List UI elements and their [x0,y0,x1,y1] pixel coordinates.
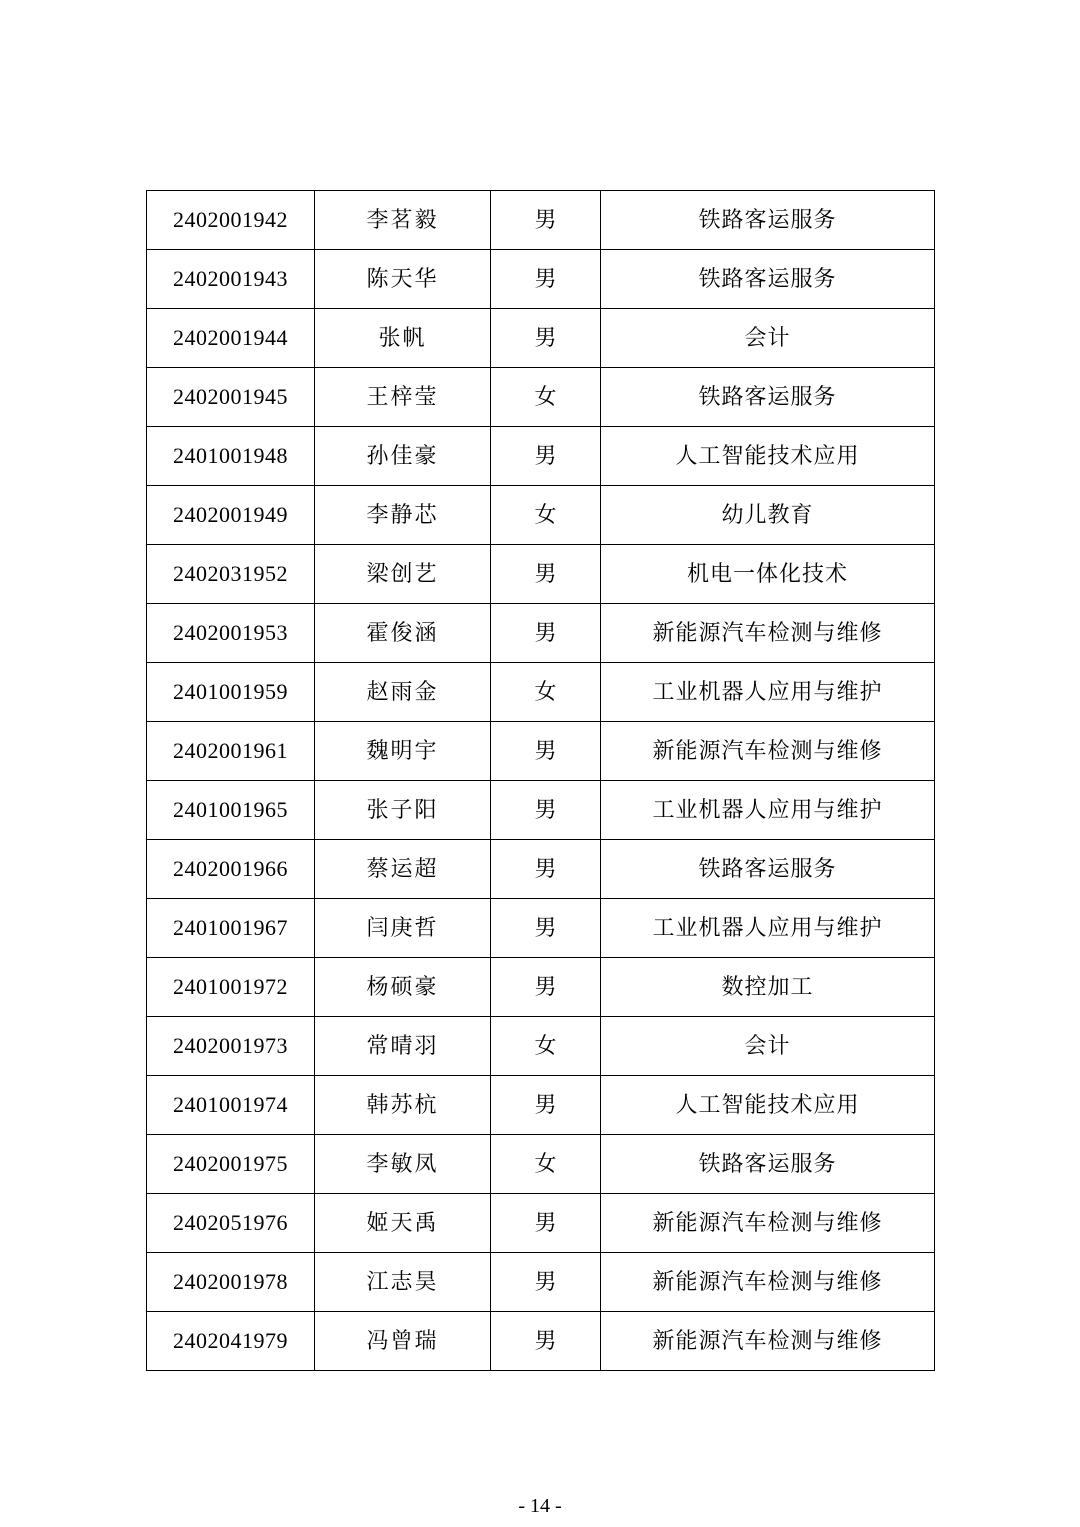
candidate-gender: 男 [491,899,601,958]
candidate-id: 2402001943 [147,250,315,309]
candidate-gender: 男 [491,427,601,486]
candidate-major: 铁路客运服务 [601,840,935,899]
candidate-id: 2402031952 [147,545,315,604]
candidate-name: 张帆 [315,309,491,368]
candidate-major: 新能源汽车检测与维修 [601,722,935,781]
candidate-gender: 男 [491,840,601,899]
candidate-name: 江志昊 [315,1253,491,1312]
candidate-gender: 女 [491,1017,601,1076]
candidate-gender: 男 [491,545,601,604]
candidate-major: 铁路客运服务 [601,368,935,427]
table-row [147,1312,935,1371]
candidate-name: 常晴羽 [315,1017,491,1076]
candidate-name: 蔡运超 [315,840,491,899]
candidate-name: 孙佳豪 [315,427,491,486]
table-row [147,1253,935,1312]
candidate-gender: 女 [491,663,601,722]
table-row [147,368,935,427]
roster-table-body [147,191,935,1371]
candidate-gender: 男 [491,604,601,663]
candidate-id: 2401001959 [147,663,315,722]
candidate-gender: 男 [491,1312,601,1371]
candidate-name: 冯曾瑞 [315,1312,491,1371]
candidate-id: 2402001961 [147,722,315,781]
table-row [147,1017,935,1076]
table-row [147,604,935,663]
table-row [147,722,935,781]
candidate-name: 姬天禹 [315,1194,491,1253]
candidate-major: 工业机器人应用与维护 [601,663,935,722]
candidate-major: 新能源汽车检测与维修 [601,1253,935,1312]
candidate-id: 2402001949 [147,486,315,545]
candidate-id: 2401001948 [147,427,315,486]
candidate-major: 铁路客运服务 [601,1135,935,1194]
candidate-major: 新能源汽车检测与维修 [601,1312,935,1371]
candidate-major: 铁路客运服务 [601,250,935,309]
table-row [147,899,935,958]
roster-table [146,190,935,1371]
candidate-major: 会计 [601,1017,935,1076]
candidate-major: 新能源汽车检测与维修 [601,604,935,663]
candidate-id: 2401001972 [147,958,315,1017]
candidate-major: 幼儿教育 [601,486,935,545]
candidate-name: 韩苏杭 [315,1076,491,1135]
candidate-major: 工业机器人应用与维护 [601,899,935,958]
candidate-major: 数控加工 [601,958,935,1017]
candidate-major: 机电一体化技术 [601,545,935,604]
candidate-id: 2402001966 [147,840,315,899]
candidate-major: 人工智能技术应用 [601,427,935,486]
candidate-name: 陈天华 [315,250,491,309]
candidate-gender: 男 [491,250,601,309]
table-row [147,486,935,545]
table-row [147,958,935,1017]
candidate-id: 2402001942 [147,191,315,250]
table-row [147,1076,935,1135]
table-row [147,781,935,840]
candidate-id: 2401001967 [147,899,315,958]
candidate-name: 张子阳 [315,781,491,840]
candidate-gender: 女 [491,1135,601,1194]
candidate-major: 人工智能技术应用 [601,1076,935,1135]
table-row [147,840,935,899]
candidate-name: 杨硕豪 [315,958,491,1017]
page-number: - 14 - [518,1495,562,1517]
table-row [147,191,935,250]
candidate-gender: 男 [491,958,601,1017]
candidate-id: 2402001953 [147,604,315,663]
candidate-id: 2402041979 [147,1312,315,1371]
candidate-gender: 男 [491,722,601,781]
candidate-gender: 男 [491,781,601,840]
candidate-id: 2402001944 [147,309,315,368]
candidate-major: 铁路客运服务 [601,191,935,250]
table-row [147,309,935,368]
candidate-name: 李敏凤 [315,1135,491,1194]
table-row [147,1135,935,1194]
candidate-name: 梁创艺 [315,545,491,604]
candidate-id: 2401001974 [147,1076,315,1135]
candidate-id: 2401001965 [147,781,315,840]
candidate-major: 会计 [601,309,935,368]
table-row [147,545,935,604]
candidate-name: 李茗毅 [315,191,491,250]
candidate-name: 闫庚哲 [315,899,491,958]
candidate-id: 2402001978 [147,1253,315,1312]
candidate-id: 2402051976 [147,1194,315,1253]
candidate-gender: 女 [491,486,601,545]
candidate-name: 霍俊涵 [315,604,491,663]
candidate-gender: 男 [491,309,601,368]
candidate-gender: 女 [491,368,601,427]
candidate-name: 李静芯 [315,486,491,545]
candidate-id: 2402001945 [147,368,315,427]
candidate-major: 新能源汽车检测与维修 [601,1194,935,1253]
candidate-id: 2402001973 [147,1017,315,1076]
candidate-gender: 男 [491,1194,601,1253]
candidate-id: 2402001975 [147,1135,315,1194]
candidate-major: 工业机器人应用与维护 [601,781,935,840]
table-row [147,1194,935,1253]
candidate-gender: 男 [491,1253,601,1312]
table-row [147,427,935,486]
candidate-gender: 男 [491,191,601,250]
roster-table-container [146,190,934,1371]
candidate-name: 王梓莹 [315,368,491,427]
table-row [147,250,935,309]
candidate-gender: 男 [491,1076,601,1135]
table-row [147,663,935,722]
candidate-name: 魏明宇 [315,722,491,781]
candidate-name: 赵雨金 [315,663,491,722]
